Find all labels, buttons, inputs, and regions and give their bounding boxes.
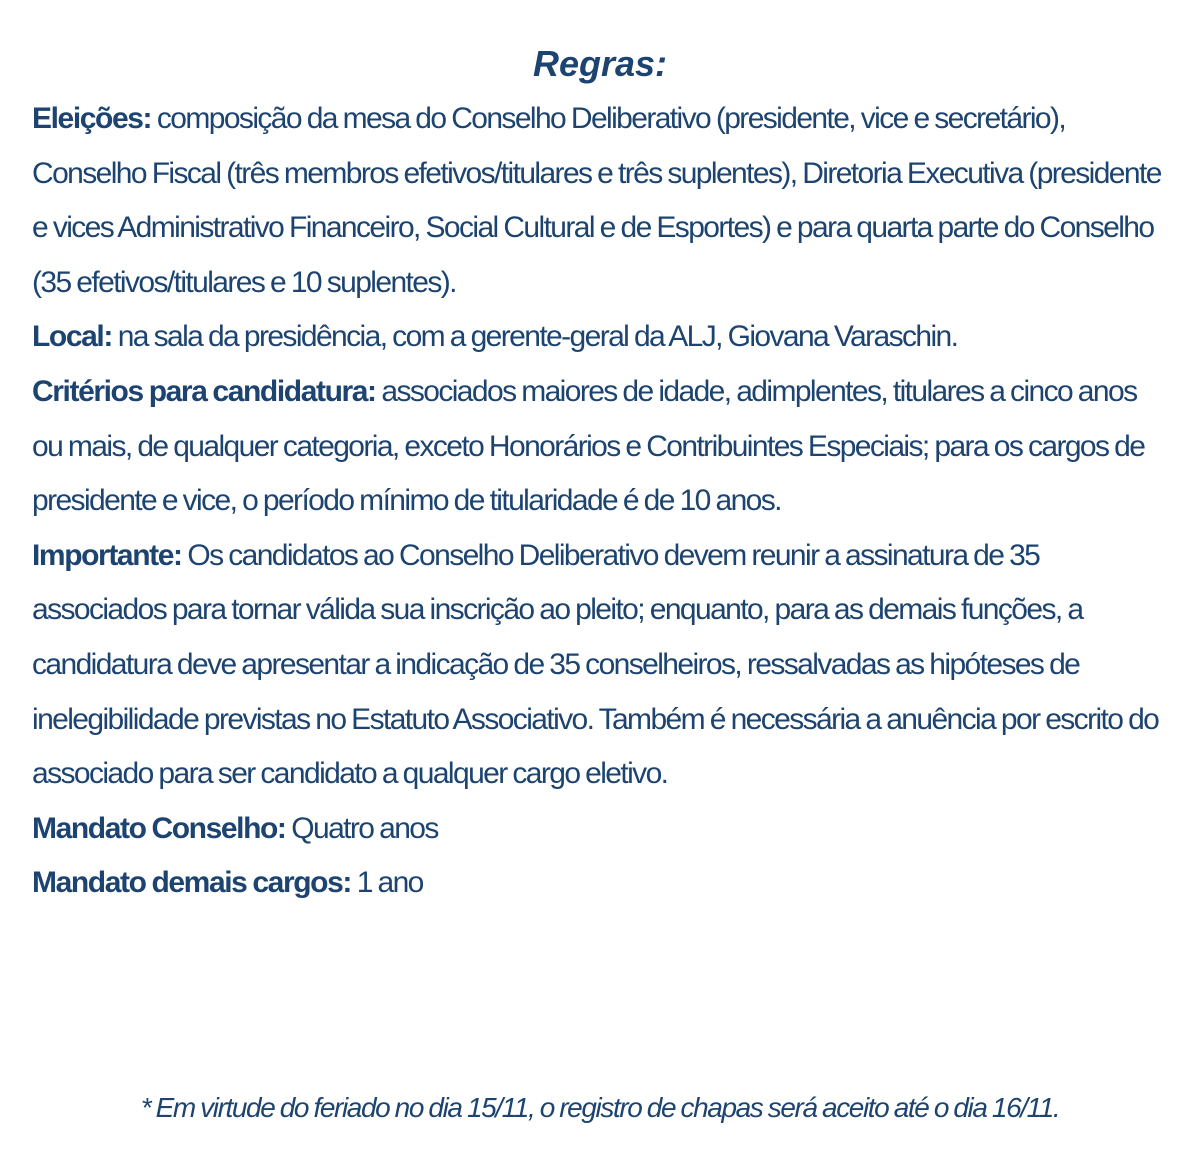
rule-criterios [32, 365, 1172, 529]
rule-label: Eleições: [32, 102, 152, 135]
rule-mandato-demais [32, 856, 1172, 911]
rule-eleicoes [32, 92, 1172, 310]
rule-label: Critérios para candidatura: [32, 374, 376, 408]
rules-list [32, 92, 1172, 911]
rule-text: composição da mesa do Conselho Deliberativo (presidente, vice e secretário), Conselho Fiscal (três membros efetivos/titulares e três suplentes), Diretoria Executiva (presidente e vices Administrativo Financeiro, Social Cultural e de Esportes) e para quarta parte do Conselho (35 efetivos/titulares e 10 suplentes). [32, 102, 1161, 299]
rule-label: Importante: [32, 538, 182, 572]
rule-importante [32, 529, 1172, 802]
footnote: * Em virtude do feriado no dia 15/11, o registro de chapas será aceito até o dia 16/11. [140, 1092, 1060, 1123]
rule-text: na sala da presidência, com a gerente-geral da ALJ, Giovana Varaschin. [111, 320, 958, 354]
page-title: Regras: [532, 43, 668, 85]
rule-label: Mandato demais cargos: [32, 866, 351, 900]
rule-label: Local: [32, 320, 112, 354]
rule-text: Quatro anos [285, 811, 438, 845]
rule-text: Os candidatos ao Conselho Deliberativo devem reunir a assinatura de 35 associados para tornar válida sua inscrição ao pleito; enquanto, para as demais funções, a candidatura deve apresentar a indicação de 35 conselheiros, ressalvadas as hipóteses de inelegibilidade previstas no Estatuto Associativo. Também é necessária a anuência por escrito do associado para ser candidato a qualquer cargo eletivo. [32, 538, 1159, 791]
rule-local [32, 310, 1172, 365]
rule-text: associados maiores de idade, adimplentes, titulares a cinco anos ou mais, de qualquer categoria, exceto Honorários e Contribuintes Especiais; para os cargos de presidente e vice, o período mínimo de titularidade é de 10 anos. [32, 374, 1145, 518]
rule-label: Mandato Conselho: [32, 811, 286, 845]
rule-text: 1 ano [350, 866, 423, 900]
rule-mandato-conselho [32, 802, 1172, 857]
